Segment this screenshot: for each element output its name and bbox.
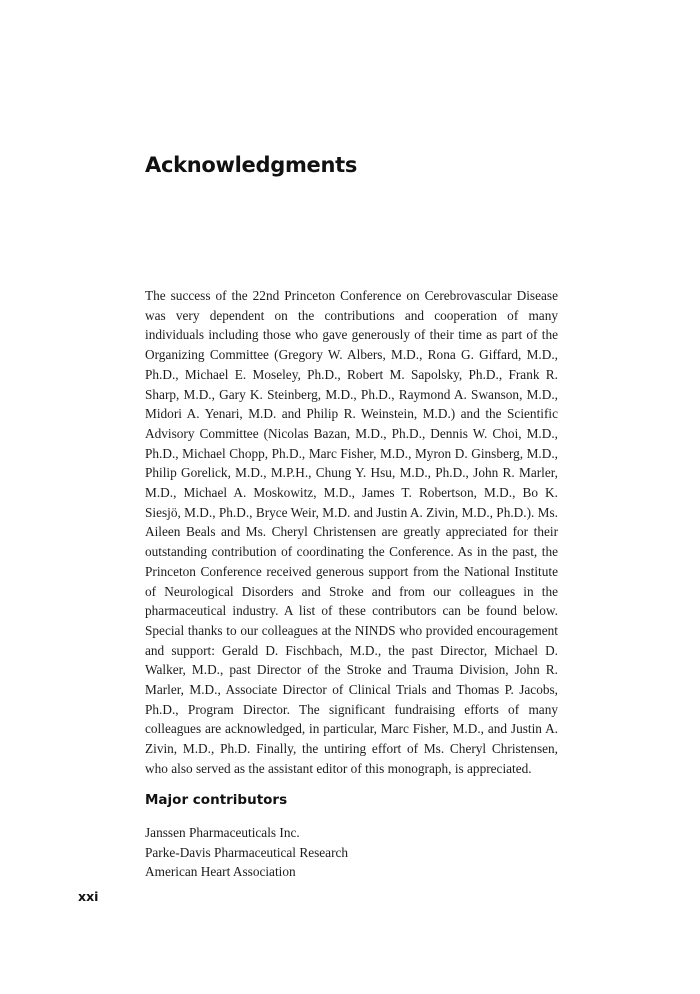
contributor-item: Janssen Pharmaceuticals Inc. <box>145 825 300 840</box>
contributor-item: Parke-Davis Pharmaceutical Research <box>145 844 349 860</box>
contributors-list <box>145 823 348 882</box>
contributor-item: American Heart Association <box>145 864 296 880</box>
page-number: xxi <box>78 889 99 904</box>
section-heading-major-contributors: Major contributors <box>145 792 288 808</box>
acknowledgments-paragraph: The success of the 22nd Princeton Conference on Cerebrovascular Disease was very dependent on the contributions and cooperation of many individuals including those who gave generously of their time as part of the Organizing Committee (Gregory W. Albers, M.D., Rona G. Giffard, M.D., Ph.D., Michael E. Moseley, Ph.D., Robert M. Sapolsky, Ph.D., Frank R. Sharp, M.D., Gary K. Steinberg, M.D., Ph.D., Raymond A. Swanson, M.D., Midori A. Yenari, M.D. and Philip R. Weinstein, M.D.) and the Scientific Advisory Committee (Nicolas Bazan, M.D., Ph.D., Dennis W. Choi, M.D., Ph.D., Michael Chopp, Ph.D., Marc Fisher, M.D., Myron D. Ginsberg, M.D., Philip Gorelick, M.D., M.P.H., Chung Y. Hsu, M.D., Ph.D., John R. Marler, M.D., Michael A. Moskowitz, M.D., James T. Robertson, M.D., Bo K. Siesjö, M.D., Ph.D., Bryce Weir, M.D. and Justin A. Zivin, M.D., Ph.D.). Ms. Aileen Beals and Ms. Cheryl Christensen are greatly appreciated for their outstanding contribution of coordinating the Conference. As in the past, the Princeton Conference received generous support from the National Institute of Neurological Disorders and Stroke and from our colleagues in the pharmaceutical industry. A list of these contributors can be found below. Special thanks to our colleagues at the NINDS who provided encouragement and support: Gerald D. Fischbach, M.D., the past Director, Michael D. Walker, M.D., past Director of the Stroke and Trauma Division, John R. Marler, M.D., Associate Director of Clinical Trials and Thomas P. Jacobs, Ph.D., Program Director. The significant fundraising efforts of many colleagues are acknowledged, in particular, Marc Fisher, M.D., and Justin A. Zivin, M.D., Ph.D. Finally, the untiring effort of Ms. Cheryl Christensen, who also served as the assistant editor of this monograph, is appreciated. <box>145 288 558 776</box>
page-title: Acknowledgments <box>145 153 358 177</box>
